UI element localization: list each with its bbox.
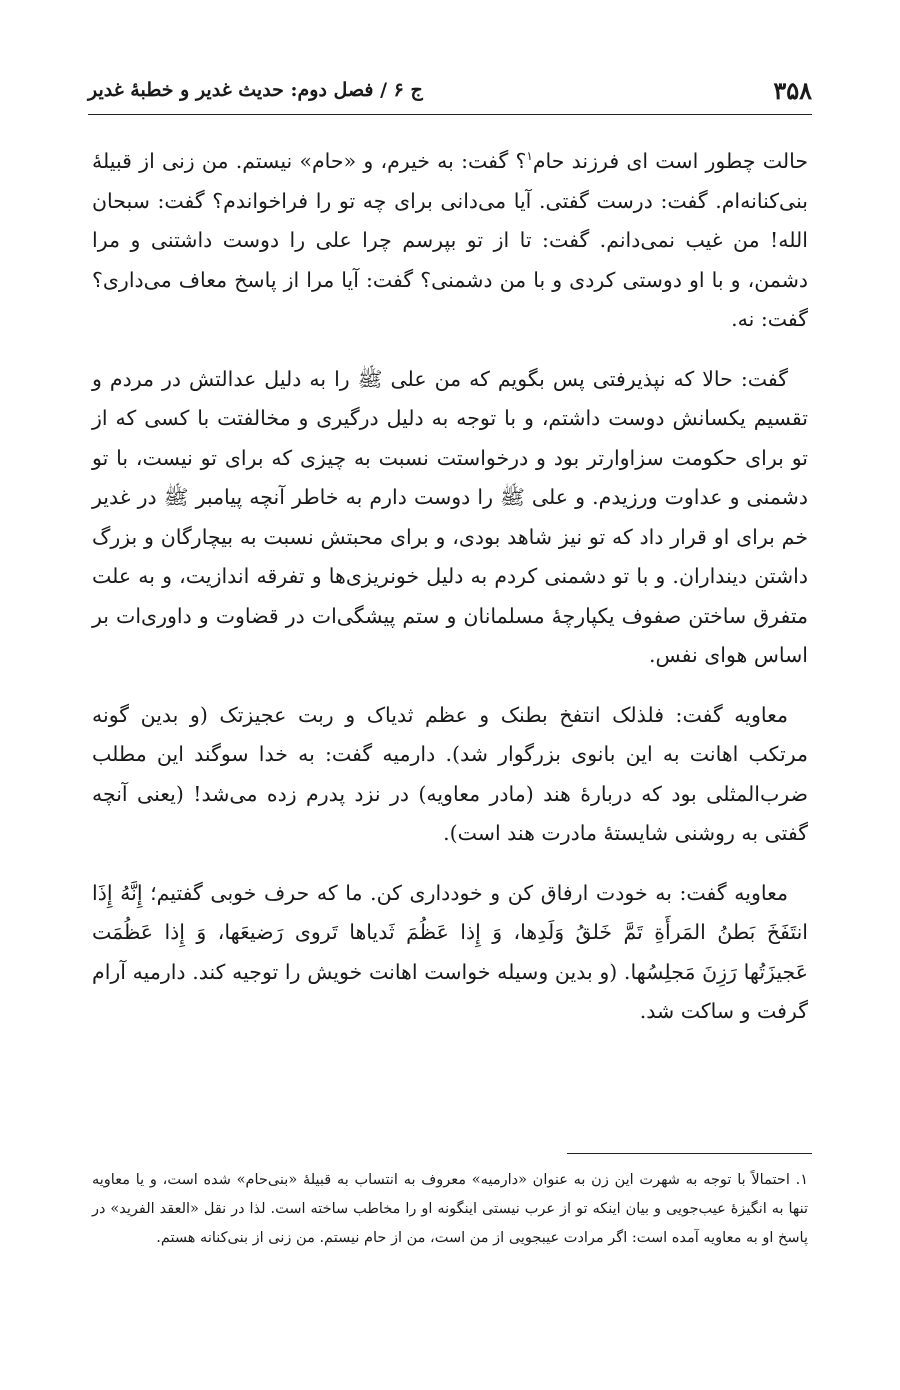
main-text bbox=[92, 142, 808, 1052]
paragraph-1-text-a: حالت چطور است ای فرزند حام bbox=[532, 149, 809, 173]
running-title: ج ۶ / فصل دوم: حدیث غدیر و خطبهٔ غدیر bbox=[88, 79, 423, 101]
header-divider bbox=[88, 114, 812, 115]
footnote-reference[interactable]: ۱ bbox=[526, 149, 533, 164]
footnote-1: ۱. احتمالاً با توجه به شهرت این زن به عنوان «دارمیه» معروف به انتساب به قبیلهٔ «بنی‌حام» شده است، و یا معاویه تنها به انگیزهٔ عیب‌جویی و بیان اینکه تو از عرب نیستی اینگونه او را مخاطب ساخته است. لذا در نقل «العقد الفرید» در پاسخ او به معاویه آمده است: اگر مرادت عیبجویی از من است، من از حام نیستم. من زنی از بنی‌کنانه هستم. bbox=[92, 1172, 808, 1246]
page-number: ۳۵۸ bbox=[773, 75, 812, 105]
paragraph-4: معاویه گفت: به خودت ارفاق کن و خودداری کن. ما که حرف خوبی گفتیم؛ إِنَّهُ إِذَا انتَفَخَ بَطنُ المَرأَةِ تَمَّ خَلقُ وَلَدِها، وَ إِذا عَظُمَ ثَدیاها تَروی رَضیعَها، وَ إِذا عَظُمَت عَجیزَتُها رَزِنَ مَجلِسُها. (و بدین وسیله خواست اهانت خویش را توجیه کند. دارمیه آرام گرفت و ساکت شد. bbox=[92, 880, 808, 1023]
paragraph-3: معاویه گفت: فلذلک انتفخ بطنک و عظم ثدیاک و ربت عجیزتک (و بدین گونه مرتکب اهانت به این بانوی بزرگوار شد). دارمیه گفت: به خدا سوگند این مطلب ضرب‌المثلی بود که دربارهٔ هند (مادر معاویه) در نزد پدرم زده می‌شد! (یعنی آنچه گفتی به روشنی شایستهٔ مادرت هند است). bbox=[92, 702, 808, 845]
paragraph-2: گفت: حالا که نپذیرفتی پس بگویم که من علی ﷺ را به دلیل عدالتش در مردم و تقسیم یکسانش دوست داشتم، و با توجه به دلیل درگیری و مخالفتت با کسی که از تو برای حکومت سزاوارتر بود و درخواستت نسبت به چیزی که برای تو نیست، با تو دشمنی و عداوت ورزیدم. و علی ﷺ را دوست دارم به خاطر آنچه پیامبر ﷺ در غدیر خم برای او قرار داد که تو نیز شاهد بودی، و برای محبتش نسبت به بیچارگان و بزرگ داشتن دینداران. و با تو دشمنی کردم به دلیل خونریزی‌ها و تفرقه اندازیت، و به علت متفرق ساختن صفوف یکپارچهٔ مسلمانان و ستم پیشگی‌ات در قضاوت و داوری‌ات بر اساس هوای نفس. bbox=[92, 366, 808, 667]
page-header bbox=[88, 70, 812, 110]
paragraph-1-text-b: ؟ گفت: به خیرم، و «حام» نیستم. من زنی از قبیلهٔ بنی‌کنانه‌ام. گفت: درست گفتی. آیا می‌دانی برای چه تو را فراخواندم؟ گفت: سبحان الله! من غیب نمی‌دانم. گفت: تا از تو بپرسم چرا علی را دوست داشتنی و مرا دشمن، و با او دوستی کردی و با من دشمنی؟ گفت: آیا مرا از پاسخ معاف می‌داری؟ گفت: نه. bbox=[92, 149, 808, 331]
paragraph-1 bbox=[92, 142, 808, 340]
footnote-divider bbox=[567, 1153, 812, 1154]
